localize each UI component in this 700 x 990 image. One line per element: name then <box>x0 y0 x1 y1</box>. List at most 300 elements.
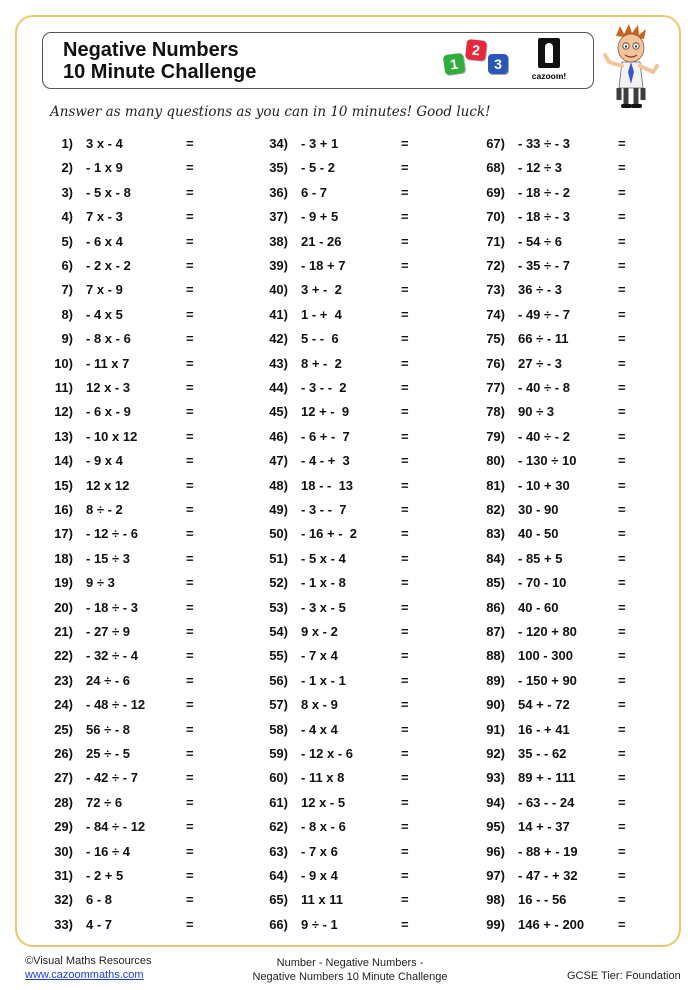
question-number: 32) <box>54 892 73 908</box>
question-number: 11) <box>54 380 73 395</box>
question-row <box>470 866 630 886</box>
question-row <box>38 256 198 276</box>
equals-sign: = <box>618 184 626 200</box>
question-expression: 6 - 8 <box>86 892 113 908</box>
question-number: 69) <box>486 184 505 200</box>
equals-sign: = <box>618 331 626 347</box>
question-number: 67) <box>486 136 505 151</box>
question-row <box>253 524 413 544</box>
question-row <box>253 451 413 471</box>
question-number: 98) <box>486 892 505 908</box>
question-expression: 56 ÷ - 8 <box>86 721 130 737</box>
equals-sign: = <box>186 599 194 615</box>
question-row <box>38 890 198 910</box>
question-number: 8) <box>61 306 73 322</box>
question-expression: - 11 x 8 <box>301 770 345 786</box>
question-number: 3) <box>61 184 73 200</box>
equals-sign: = <box>401 306 409 322</box>
question-expression: 12 + - 9 <box>301 404 350 420</box>
question-number: 81) <box>486 477 505 493</box>
equals-sign: = <box>618 160 626 176</box>
question-number: 50) <box>269 526 288 542</box>
equals-sign: = <box>618 819 626 835</box>
question-number: 28) <box>54 794 73 810</box>
question-expression: 5 - - 6 <box>301 331 339 347</box>
question-number: 80) <box>486 453 505 469</box>
equals-sign: = <box>618 136 626 151</box>
equals-sign: = <box>401 160 409 176</box>
equals-sign: = <box>618 624 626 639</box>
question-row <box>253 500 413 520</box>
question-number: 47) <box>269 453 288 469</box>
question-expression: 35 - - 62 <box>518 746 567 761</box>
equals-sign: = <box>401 794 409 810</box>
question-number: 31) <box>54 868 73 883</box>
question-row <box>470 768 630 788</box>
question-expression: - 10 + 30 <box>518 477 570 493</box>
question-row <box>38 598 198 618</box>
question-row <box>38 549 198 569</box>
question-row <box>38 232 198 252</box>
equals-sign: = <box>618 209 626 225</box>
equals-sign: = <box>401 282 409 298</box>
equals-sign: = <box>186 550 194 566</box>
equals-sign: = <box>186 575 194 591</box>
question-row <box>253 768 413 788</box>
question-expression: 72 ÷ 6 <box>86 794 123 810</box>
question-row <box>253 915 413 935</box>
equals-sign: = <box>401 404 409 420</box>
equals-sign: = <box>186 648 194 664</box>
question-number: 78) <box>486 404 505 420</box>
equals-sign: = <box>618 599 626 615</box>
question-row <box>253 598 413 618</box>
equals-sign: = <box>401 599 409 615</box>
question-number: 57) <box>269 697 288 713</box>
question-row <box>38 305 198 325</box>
equals-sign: = <box>186 770 194 786</box>
equals-sign: = <box>186 453 194 469</box>
question-row <box>253 671 413 691</box>
equals-sign: = <box>401 550 409 566</box>
question-number: 41) <box>269 306 288 322</box>
question-row <box>253 793 413 813</box>
equals-sign: = <box>186 916 194 932</box>
question-expression: - 120 + 80 <box>518 624 577 639</box>
question-row <box>38 817 198 837</box>
question-row <box>253 744 413 764</box>
equals-sign: = <box>401 721 409 737</box>
question-row <box>38 695 198 715</box>
equals-sign: = <box>618 843 626 859</box>
question-row <box>253 158 413 178</box>
question-expression: - 32 ÷ - 4 <box>86 648 138 664</box>
question-row <box>470 158 630 178</box>
question-row <box>253 427 413 447</box>
question-row <box>38 280 198 300</box>
question-row <box>253 402 413 422</box>
topic-line-2: Negative Numbers 10 Minute Challenge <box>252 971 448 983</box>
question-expression: - 16 + - 2 <box>301 526 357 542</box>
question-number: 36) <box>269 184 288 200</box>
question-expression: - 49 ÷ - 7 <box>518 306 570 322</box>
equals-sign: = <box>401 697 409 713</box>
question-row <box>253 354 413 374</box>
question-row <box>470 329 630 349</box>
question-row <box>38 842 198 862</box>
question-row <box>470 354 630 374</box>
question-expression: 1 - + 4 <box>301 306 342 322</box>
question-expression: - 9 + 5 <box>301 209 339 225</box>
question-expression: 24 ÷ - 6 <box>86 672 130 688</box>
equals-sign: = <box>401 136 409 151</box>
question-number: 26) <box>54 746 73 761</box>
question-number: 70) <box>486 209 505 225</box>
question-number: 46) <box>269 428 288 444</box>
question-row <box>470 524 630 544</box>
question-expression: - 150 + 90 <box>518 672 577 688</box>
equals-sign: = <box>401 672 409 688</box>
question-number: 66) <box>269 916 288 932</box>
question-row <box>38 500 198 520</box>
question-row <box>470 915 630 935</box>
equals-sign: = <box>618 770 626 786</box>
question-expression: 30 - 90 <box>518 502 559 517</box>
equals-sign: = <box>401 428 409 444</box>
worksheet-title: Negative Numbers <box>63 39 239 61</box>
question-row <box>253 476 413 496</box>
question-expression: 11 x 11 <box>301 892 343 908</box>
question-number: 16) <box>54 502 73 517</box>
question-row <box>470 695 630 715</box>
equals-sign: = <box>186 380 194 395</box>
equals-sign: = <box>186 160 194 176</box>
equals-sign: = <box>401 843 409 859</box>
question-number: 89) <box>486 672 505 688</box>
question-row <box>253 134 413 154</box>
equals-sign: = <box>401 453 409 469</box>
question-row <box>470 183 630 203</box>
equals-sign: = <box>401 258 409 273</box>
question-number: 15) <box>54 477 73 493</box>
question-number: 21) <box>54 624 73 639</box>
question-number: 83) <box>486 526 505 542</box>
question-row <box>470 232 630 252</box>
question-row <box>470 744 630 764</box>
question-row <box>470 842 630 862</box>
question-expression: - 8 x - 6 <box>86 331 131 347</box>
equals-sign: = <box>186 721 194 737</box>
question-number: 44) <box>269 380 288 395</box>
question-number: 39) <box>269 258 288 273</box>
question-expression: - 33 ÷ - 3 <box>518 136 570 151</box>
instructions: Answer as many questions as you can in 10 minutes! Good luck! <box>50 104 491 120</box>
question-row <box>470 890 630 910</box>
equals-sign: = <box>618 428 626 444</box>
question-row <box>253 378 413 398</box>
question-number: 9) <box>61 331 73 347</box>
question-expression: - 27 ÷ 9 <box>86 624 130 639</box>
question-number: 10) <box>54 355 73 371</box>
equals-sign: = <box>401 868 409 883</box>
equals-sign: = <box>186 502 194 517</box>
question-row <box>38 573 198 593</box>
question-number: 77) <box>486 380 505 395</box>
equals-sign: = <box>618 282 626 298</box>
question-number: 20) <box>54 599 73 615</box>
equals-sign: = <box>401 892 409 908</box>
question-expression: - 88 + - 19 <box>518 843 578 859</box>
question-number: 55) <box>269 648 288 664</box>
question-number: 35) <box>269 160 288 176</box>
question-row <box>470 280 630 300</box>
question-number: 56) <box>269 672 288 688</box>
question-row <box>253 256 413 276</box>
question-expression: - 3 x - 5 <box>301 599 346 615</box>
question-number: 5) <box>61 233 73 249</box>
question-number: 13) <box>54 428 73 444</box>
question-expression: 3 x - 4 <box>86 136 123 151</box>
question-row <box>38 427 198 447</box>
equals-sign: = <box>618 477 626 493</box>
question-row <box>470 402 630 422</box>
question-number: 54) <box>269 624 288 639</box>
equals-sign: = <box>401 916 409 932</box>
question-expression: 6 - 7 <box>301 184 328 200</box>
question-number: 19) <box>54 575 73 591</box>
question-expression: 16 - + 41 <box>518 721 570 737</box>
question-expression: - 35 ÷ - 7 <box>518 258 570 273</box>
worksheet-subtitle: 10 Minute Challenge <box>63 61 257 83</box>
question-row <box>38 207 198 227</box>
equals-sign: = <box>618 526 626 542</box>
question-expression: - 4 x 5 <box>86 306 123 322</box>
question-row <box>253 695 413 715</box>
question-row <box>470 793 630 813</box>
equals-sign: = <box>618 892 626 908</box>
question-row <box>253 622 413 642</box>
question-number: 87) <box>486 624 505 639</box>
question-number: 29) <box>54 819 73 835</box>
equals-sign: = <box>186 892 194 908</box>
equals-sign: = <box>186 477 194 493</box>
equals-sign: = <box>401 477 409 493</box>
question-number: 71) <box>486 233 505 249</box>
question-row <box>253 549 413 569</box>
equals-sign: = <box>618 306 626 322</box>
question-number: 63) <box>269 843 288 859</box>
question-number: 24) <box>54 697 73 713</box>
question-number: 79) <box>486 428 505 444</box>
equals-sign: = <box>618 355 626 371</box>
equals-sign: = <box>186 672 194 688</box>
equals-sign: = <box>401 233 409 249</box>
question-row <box>470 256 630 276</box>
question-number: 37) <box>269 209 288 225</box>
equals-sign: = <box>401 331 409 347</box>
equals-sign: = <box>618 648 626 664</box>
question-row <box>38 183 198 203</box>
question-row <box>470 476 630 496</box>
question-number: 68) <box>486 160 505 176</box>
question-expression: - 16 ÷ 4 <box>86 843 130 859</box>
question-row <box>470 500 630 520</box>
question-number: 64) <box>269 868 288 883</box>
question-expression: 12 x - 3 <box>86 380 131 395</box>
question-number: 60) <box>269 770 288 786</box>
question-expression: 40 - 50 <box>518 526 559 542</box>
question-expression: 40 - 60 <box>518 599 559 615</box>
question-number: 74) <box>486 306 505 322</box>
question-number: 1) <box>61 136 73 151</box>
question-expression: 146 + - 200 <box>518 916 585 932</box>
equals-sign: = <box>186 355 194 371</box>
question-row <box>470 817 630 837</box>
question-number: 99) <box>486 916 505 932</box>
question-expression: - 12 ÷ - 6 <box>86 526 138 542</box>
question-row <box>253 305 413 325</box>
question-row <box>470 378 630 398</box>
question-row <box>38 329 198 349</box>
question-number: 86) <box>486 599 505 615</box>
question-number: 97) <box>486 868 505 883</box>
question-expression: - 130 ÷ 10 <box>518 453 577 469</box>
question-row <box>253 183 413 203</box>
question-expression: 100 - 300 <box>518 648 573 664</box>
question-row <box>38 158 198 178</box>
equals-sign: = <box>186 209 194 225</box>
question-expression: 9 ÷ - 1 <box>301 916 338 932</box>
question-row <box>38 524 198 544</box>
tier-label: GCSE Tier: Foundation <box>567 970 681 982</box>
question-expression: 27 ÷ - 3 <box>518 355 562 371</box>
equals-sign: = <box>618 721 626 737</box>
question-number: 65) <box>269 892 288 908</box>
question-number: 12) <box>54 404 73 420</box>
question-row <box>38 378 198 398</box>
question-row <box>38 768 198 788</box>
question-expression: - 8 x - 6 <box>301 819 346 835</box>
equals-sign: = <box>618 868 626 883</box>
question-row <box>38 793 198 813</box>
question-expression: 14 + - 37 <box>518 819 570 835</box>
equals-sign: = <box>401 355 409 371</box>
question-row <box>470 720 630 740</box>
question-expression: - 40 ÷ - 8 <box>518 380 570 395</box>
question-expression: - 10 x 12 <box>86 428 138 444</box>
question-number: 72) <box>486 258 505 273</box>
copyright-text: ©Visual Maths Resources <box>25 955 152 967</box>
equals-sign: = <box>186 526 194 542</box>
question-row <box>253 573 413 593</box>
equals-sign: = <box>618 380 626 395</box>
question-expression: - 3 - - 2 <box>301 380 347 395</box>
question-expression: 18 - - 13 <box>301 477 354 493</box>
question-expression: - 1 x - 8 <box>301 575 346 591</box>
question-number: 51) <box>269 550 288 566</box>
equals-sign: = <box>401 819 409 835</box>
question-expression: 9 x - 2 <box>301 624 338 639</box>
equals-sign: = <box>186 282 194 298</box>
question-number: 94) <box>486 794 505 810</box>
question-number: 38) <box>269 233 288 249</box>
question-expression: - 3 + 1 <box>301 136 339 151</box>
question-number: 76) <box>486 355 505 371</box>
footer-left <box>25 954 152 982</box>
question-number: 34) <box>269 136 288 151</box>
question-row <box>470 451 630 471</box>
question-number: 22) <box>54 648 73 664</box>
equals-sign: = <box>401 624 409 639</box>
cazoom-logo-icon <box>538 38 560 68</box>
question-expression: - 18 + 7 <box>301 258 346 273</box>
question-expression: 7 x - 3 <box>86 209 123 225</box>
question-expression: 8 ÷ - 2 <box>86 502 123 517</box>
question-number: 30) <box>54 843 73 859</box>
question-row <box>38 134 198 154</box>
question-number: 27) <box>54 770 73 786</box>
question-number: 18) <box>54 550 73 566</box>
question-row <box>253 207 413 227</box>
question-row <box>38 476 198 496</box>
question-expression: - 1 x 9 <box>86 160 123 176</box>
question-number: 96) <box>486 843 505 859</box>
question-expression: - 40 ÷ - 2 <box>518 428 570 444</box>
website-link[interactable]: www.cazoommaths.com <box>25 969 144 981</box>
question-expression: - 9 x 4 <box>301 868 338 883</box>
question-row <box>38 622 198 642</box>
number-blocks-icon <box>442 36 512 82</box>
question-expression: 36 ÷ - 3 <box>518 282 562 298</box>
question-expression: 89 + - 111 <box>518 770 576 786</box>
question-expression: - 48 ÷ - 12 <box>86 697 146 713</box>
equals-sign: = <box>401 209 409 225</box>
equals-sign: = <box>401 526 409 542</box>
equals-sign: = <box>186 404 194 420</box>
question-row <box>470 598 630 618</box>
cazoom-logo <box>527 38 571 86</box>
question-expression: 8 x - 9 <box>301 697 338 713</box>
equals-sign: = <box>401 380 409 395</box>
equals-sign: = <box>401 184 409 200</box>
question-number: 17) <box>54 526 73 542</box>
question-row <box>253 866 413 886</box>
equals-sign: = <box>401 575 409 591</box>
equals-sign: = <box>618 575 626 591</box>
question-row <box>38 646 198 666</box>
question-expression: - 5 x - 4 <box>301 550 346 566</box>
question-row <box>38 866 198 886</box>
equals-sign: = <box>618 550 626 566</box>
question-expression: 25 ÷ - 5 <box>86 746 130 761</box>
question-row <box>38 451 198 471</box>
equals-sign: = <box>186 697 194 713</box>
question-number: 84) <box>486 550 505 566</box>
question-number: 33) <box>54 916 73 932</box>
question-row <box>470 134 630 154</box>
question-expression: - 6 x - 9 <box>86 404 131 420</box>
question-expression: - 6 x 4 <box>86 233 123 249</box>
question-expression: - 3 - - 7 <box>301 502 347 517</box>
question-number: 42) <box>269 331 288 347</box>
question-expression: - 18 ÷ - 3 <box>518 209 570 225</box>
question-number: 14) <box>54 453 73 469</box>
question-row <box>470 646 630 666</box>
equals-sign: = <box>618 672 626 688</box>
question-number: 91) <box>486 721 505 737</box>
equals-sign: = <box>618 453 626 469</box>
question-expression: - 7 x 4 <box>301 648 338 664</box>
